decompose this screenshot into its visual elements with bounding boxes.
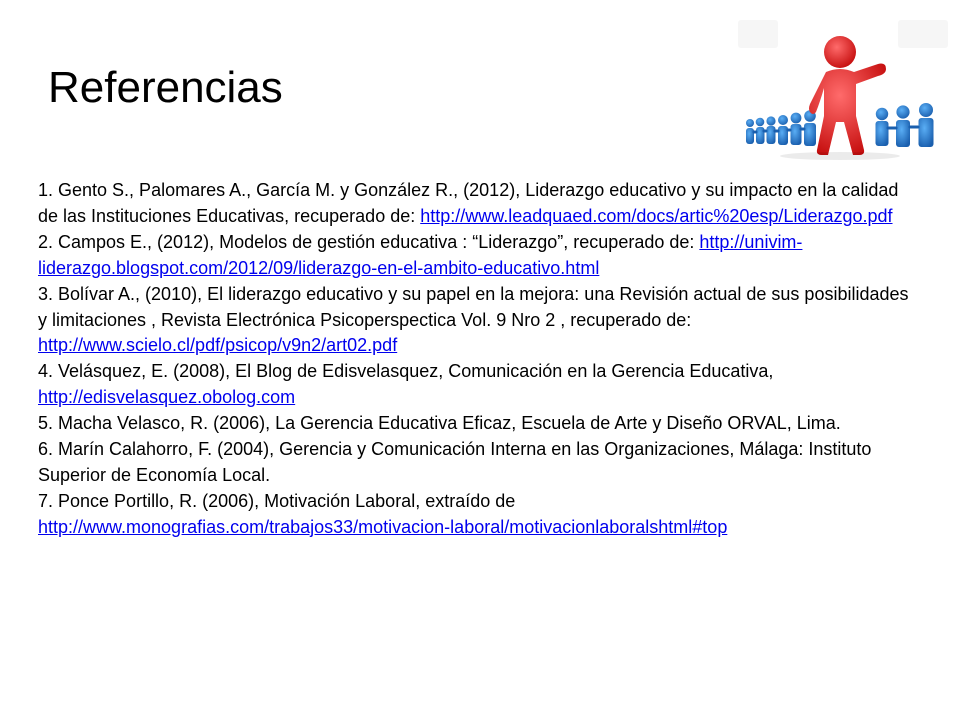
reference-3 — [38, 282, 918, 360]
reference-1 — [38, 178, 918, 230]
reference-5 — [38, 411, 918, 437]
references-list — [38, 178, 918, 541]
reference-5-text: 5. Macha Velasco, R. (2006), La Gerencia Educativa Eficaz, Escuela de Arte y Diseño ORVAL, Lima. — [38, 413, 841, 434]
reference-3-text: 3. Bolívar A., (2010), El liderazgo educativo y su papel en la mejora: una Revisión actual de sus posibilidades y limitaciones , Revista Electrónica Psicoperspectica Vol. 9 Nro 2 , recuperado de: — [38, 283, 909, 330]
reference-2-text: 2. Campos E., (2012), Modelos de gestión educativa : “Liderazgo”, recuperado de: — [38, 231, 700, 252]
reference-2-link[interactable]: http://univim-liderazgo.blogspot.com/2012/09/liderazgo-en-el-ambito-educativo.html — [38, 231, 803, 278]
reference-7-text: 7. Ponce Portillo, R. (2006), Motivación Laboral, extraído de — [38, 490, 516, 511]
leader-team-illustration — [728, 12, 954, 162]
reference-4-text: 4. Velásquez, E. (2008), El Blog de Edisvelasquez, Comunicación en la Gerencia Educativa, — [38, 361, 774, 382]
reference-7 — [38, 489, 918, 541]
reference-3-link[interactable]: http://www.scielo.cl/pdf/psicop/v9n2/art02.pdf — [38, 335, 398, 356]
reference-4 — [38, 359, 918, 411]
reference-4-link[interactable]: http://edisvelasquez.obolog.com — [38, 387, 296, 408]
reference-7-link[interactable]: http://www.monografias.com/trabajos33/motivacion-laboral/motivacionlaboralshtml#top — [38, 516, 728, 537]
reference-1-link[interactable]: http://www.leadquaed.com/docs/artic%20esp/Liderazgo.pdf — [420, 205, 893, 226]
reference-1-text: 1. Gento S., Palomares A., García M. y González R., (2012), Liderazgo educativo y su impacto en la calidad de las Instituciones Educativas, recuperado de: — [38, 180, 899, 226]
leader-figure — [809, 36, 886, 155]
reference-6-text: 6. Marín Calahorro, F. (2004), Gerencia y Comunicación Interna en las Organizaciones, Málaga: Instituto Superior de Economía Local. — [38, 439, 872, 485]
slide-title: Referencias — [48, 63, 283, 112]
reference-6 — [38, 437, 918, 489]
reference-2 — [38, 230, 918, 282]
